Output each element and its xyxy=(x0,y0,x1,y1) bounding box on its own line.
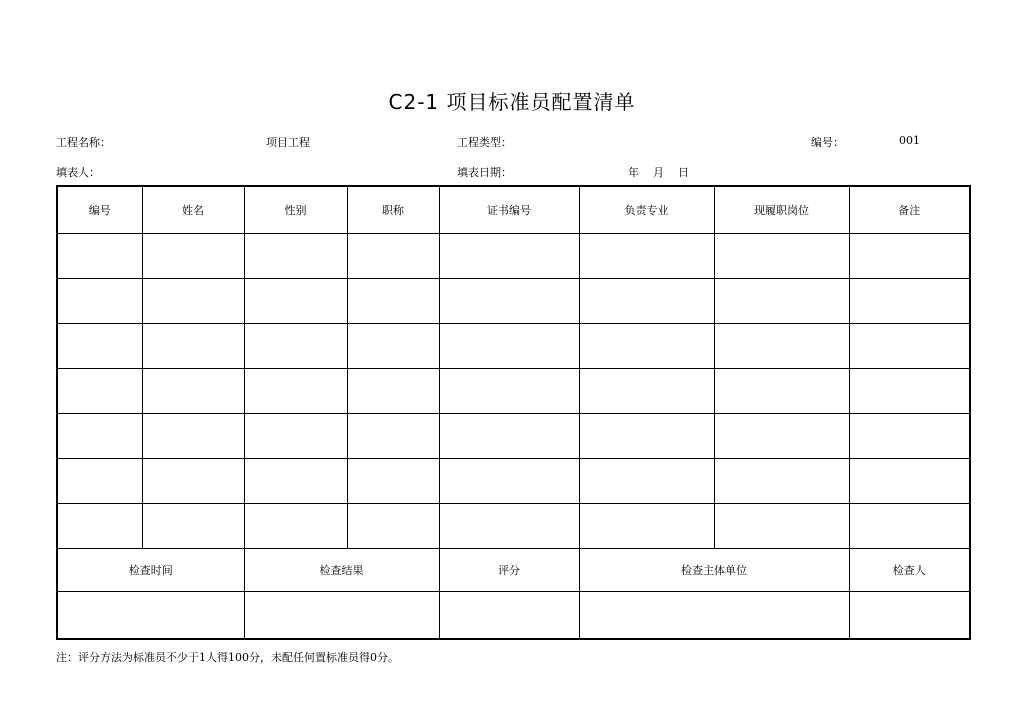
table-row xyxy=(57,459,970,504)
header-cell-gender: 性别 xyxy=(244,186,347,234)
table-cell[interactable] xyxy=(439,324,579,369)
filler-label: 填表人： xyxy=(56,166,100,179)
project-type-label: 工程类型： xyxy=(457,136,512,149)
table-cell[interactable] xyxy=(244,504,347,549)
check-header-row xyxy=(57,549,970,592)
check-inspector-cell[interactable] xyxy=(849,592,970,640)
table-row xyxy=(57,504,970,549)
table-cell[interactable] xyxy=(244,369,347,414)
check-header-result: 检查结果 xyxy=(244,549,439,592)
table-row xyxy=(57,414,970,459)
table-cell[interactable] xyxy=(439,504,579,549)
table-cell[interactable] xyxy=(714,234,849,279)
table-cell[interactable] xyxy=(439,234,579,279)
table-cell[interactable] xyxy=(347,369,439,414)
table-cell[interactable] xyxy=(579,324,714,369)
check-row xyxy=(57,592,970,640)
project-name-label: 工程名称： xyxy=(56,136,111,149)
header-cell-serial: 编号 xyxy=(57,186,142,234)
header-cell-title: 职称 xyxy=(347,186,439,234)
table-cell[interactable] xyxy=(142,234,244,279)
table-cell[interactable] xyxy=(57,234,142,279)
table-cell[interactable] xyxy=(849,459,970,504)
table-cell[interactable] xyxy=(57,504,142,549)
table-cell[interactable] xyxy=(244,234,347,279)
table-cell[interactable] xyxy=(439,459,579,504)
table-cell[interactable] xyxy=(142,504,244,549)
date-month: 月 xyxy=(653,166,664,179)
table-cell[interactable] xyxy=(347,414,439,459)
table-cell[interactable] xyxy=(579,459,714,504)
table-cell[interactable] xyxy=(57,459,142,504)
table-cell[interactable] xyxy=(142,369,244,414)
check-time-cell[interactable] xyxy=(57,592,244,640)
table-cell[interactable] xyxy=(579,279,714,324)
table-row xyxy=(57,234,970,279)
date-label: 填表日期： xyxy=(457,166,512,179)
table-cell[interactable] xyxy=(579,234,714,279)
header-cell-remarks: 备注 xyxy=(849,186,970,234)
check-unit-cell[interactable] xyxy=(579,592,849,640)
check-header-time: 检查时间 xyxy=(57,549,244,592)
check-score-cell[interactable] xyxy=(439,592,579,640)
table-cell[interactable] xyxy=(244,279,347,324)
serial-value: 001 xyxy=(899,134,920,147)
table-cell[interactable] xyxy=(142,279,244,324)
table-cell[interactable] xyxy=(57,369,142,414)
table-cell[interactable] xyxy=(849,279,970,324)
header-cell-certificate: 证书编号 xyxy=(439,186,579,234)
date-day: 日 xyxy=(678,166,689,179)
table-cell[interactable] xyxy=(849,414,970,459)
table-cell[interactable] xyxy=(244,459,347,504)
serial-label: 编号： xyxy=(811,136,844,149)
table-cell[interactable] xyxy=(714,369,849,414)
table-cell[interactable] xyxy=(57,414,142,459)
footnote: 注：评分方法为标准员不少于1人得100分，未配任何置标准员得0分。 xyxy=(56,651,399,664)
table-cell[interactable] xyxy=(714,504,849,549)
table-cell[interactable] xyxy=(57,279,142,324)
table-cell[interactable] xyxy=(347,459,439,504)
table-cell[interactable] xyxy=(244,414,347,459)
check-header-unit: 检查主体单位 xyxy=(579,549,849,592)
table-cell[interactable] xyxy=(142,414,244,459)
table-cell[interactable] xyxy=(347,279,439,324)
table-row xyxy=(57,324,970,369)
table-cell[interactable] xyxy=(579,369,714,414)
table-cell[interactable] xyxy=(439,279,579,324)
check-header-score: 评分 xyxy=(439,549,579,592)
table-row xyxy=(57,369,970,414)
date-year: 年 xyxy=(628,166,639,179)
table-cell[interactable] xyxy=(849,234,970,279)
table-cell[interactable] xyxy=(849,324,970,369)
table-row xyxy=(57,279,970,324)
table-cell[interactable] xyxy=(714,279,849,324)
table-cell[interactable] xyxy=(439,414,579,459)
check-header-inspector: 检查人 xyxy=(849,549,970,592)
table-cell[interactable] xyxy=(347,504,439,549)
table-cell[interactable] xyxy=(849,369,970,414)
page-title: C2-1 项目标准员配置清单 xyxy=(388,90,636,114)
header-cell-position: 现履职岗位 xyxy=(714,186,849,234)
table-cell[interactable] xyxy=(714,459,849,504)
table-cell[interactable] xyxy=(142,459,244,504)
table-cell[interactable] xyxy=(347,234,439,279)
header-cell-name: 姓名 xyxy=(142,186,244,234)
staff-table xyxy=(56,185,971,640)
table-cell[interactable] xyxy=(244,324,347,369)
table-cell[interactable] xyxy=(57,324,142,369)
table-cell[interactable] xyxy=(579,504,714,549)
table-cell[interactable] xyxy=(849,504,970,549)
project-name-value: 项目工程 xyxy=(266,136,310,149)
table-cell[interactable] xyxy=(714,324,849,369)
table-cell[interactable] xyxy=(439,369,579,414)
table-cell[interactable] xyxy=(579,414,714,459)
table-cell[interactable] xyxy=(714,414,849,459)
table-cell[interactable] xyxy=(142,324,244,369)
header-cell-specialty: 负责专业 xyxy=(579,186,714,234)
table-header-row xyxy=(57,186,970,234)
table-cell[interactable] xyxy=(347,324,439,369)
check-result-cell[interactable] xyxy=(244,592,439,640)
